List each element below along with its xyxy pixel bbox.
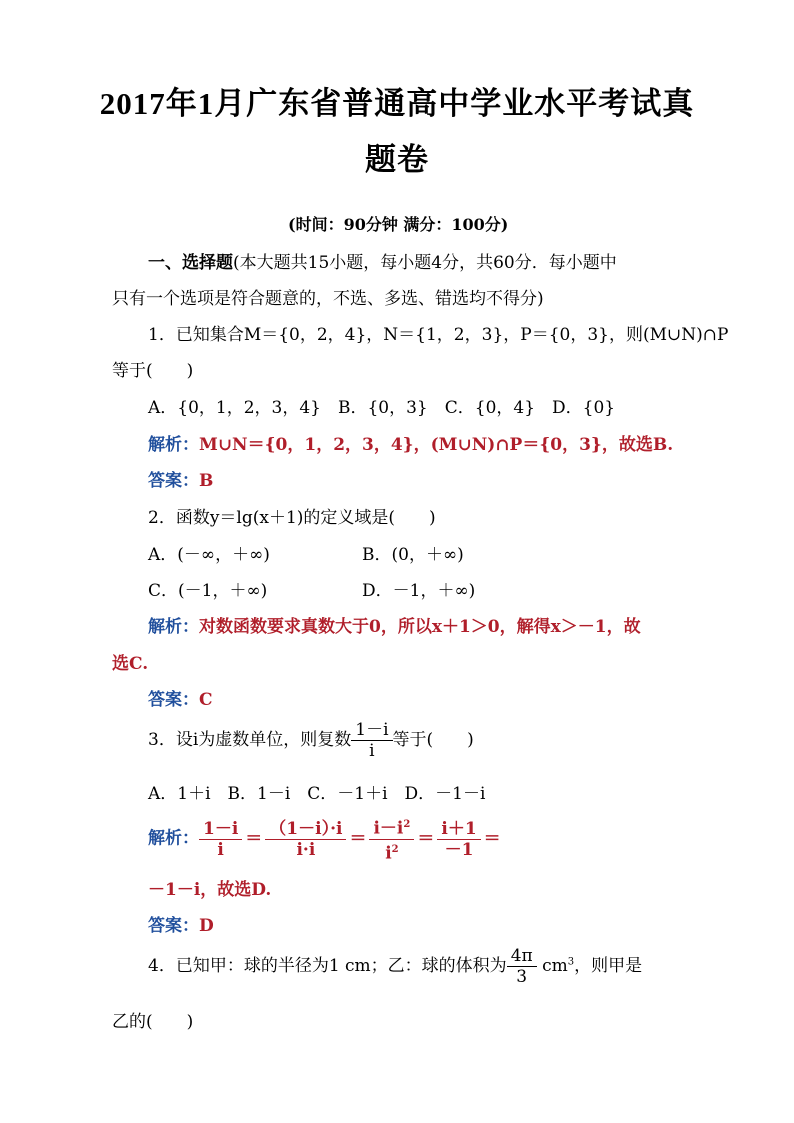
q2-option-a: A．(－∞，＋∞) bbox=[148, 545, 270, 565]
q3-analysis-label: 解析： bbox=[148, 828, 199, 849]
q3-stem bbox=[148, 720, 474, 761]
q1-stem-line1: 1．已知集合M＝{0，2，4}，N＝{1，2，3}，P＝{0，3}，则(M∪N)∩P bbox=[148, 325, 729, 345]
q3-f3-denominator bbox=[369, 840, 414, 864]
q2-analysis-line2: 选C. bbox=[112, 654, 149, 674]
q3-f3-denominator-exponent: 2 bbox=[391, 843, 399, 855]
q1-analysis-label: 解析： bbox=[148, 435, 199, 455]
q3-f3-numerator-base: i－i bbox=[373, 818, 404, 839]
q3-analysis-fraction-3 bbox=[369, 815, 414, 863]
q4-stem-pre: 4．已知甲：球的半径为1 cm；乙：球的体积为 bbox=[148, 956, 507, 976]
q4-fraction-denominator: 3 bbox=[516, 967, 528, 987]
q3-equals-3: ＝ bbox=[417, 828, 435, 849]
q1-answer-value: B bbox=[199, 471, 214, 491]
exam-meta: (时间：90分钟 满分：100分) bbox=[288, 215, 509, 234]
document-title-line2: 题卷 bbox=[365, 142, 429, 177]
q3-analysis-fraction-2 bbox=[265, 819, 346, 860]
q3-analysis-equation bbox=[199, 818, 504, 864]
q3-analysis-fraction-1 bbox=[199, 819, 242, 860]
q3-answer bbox=[148, 911, 214, 936]
q3-analysis-line2: －1－i，故选D. bbox=[148, 880, 272, 900]
q3-stem-post: 等于( ) bbox=[392, 730, 474, 750]
q3-f2-numerator: （1－i）·i bbox=[265, 819, 346, 840]
q3-options: A．1＋i B．1－i C．－1＋i D．－1－i bbox=[148, 784, 486, 804]
q3-f3-numerator-exponent: 2 bbox=[403, 819, 411, 830]
q1-analysis-text: M∪N＝{0，1，2，3，4}，(M∪N)∩P＝{0，3}，故选B. bbox=[199, 435, 674, 455]
q2-stem: 2．函数y＝lg(x＋1)的定义域是( ) bbox=[148, 508, 436, 528]
section-intro-line1 bbox=[148, 248, 617, 273]
q2-option-c: C．(－1，＋∞) bbox=[148, 581, 268, 601]
q3-analysis-fraction-4 bbox=[437, 819, 480, 860]
q3-analysis-line1 bbox=[148, 815, 504, 863]
q2-answer bbox=[148, 685, 213, 710]
q3-answer-label: 答案： bbox=[148, 916, 199, 936]
q2-option-b: B．(0，＋∞) bbox=[362, 545, 464, 565]
q2-analysis-label: 解析： bbox=[148, 617, 199, 637]
document-title-line1: 2017年1月广东省普通高中学业水平考试真 bbox=[99, 86, 695, 121]
q3-equals-4: ＝ bbox=[483, 828, 501, 849]
q1-answer-label: 答案： bbox=[148, 471, 199, 491]
q3-f3-numerator bbox=[369, 815, 414, 840]
q1-options: A．{0，1，2，3，4} B．{0，3} C．{0，4} D．{0} bbox=[148, 398, 616, 418]
q4-fraction-numerator: 4π bbox=[507, 946, 537, 967]
q1-analysis bbox=[148, 430, 673, 455]
q1-stem-line2: 等于( ) bbox=[112, 361, 194, 381]
q3-f2-denominator: i·i bbox=[296, 839, 316, 860]
q2-option-d: D．－1，＋∞) bbox=[362, 581, 476, 601]
q4-unit: cm bbox=[536, 956, 568, 976]
q3-answer-value: D bbox=[199, 916, 214, 936]
section-heading: 一、选择题 bbox=[148, 253, 233, 273]
q3-f4-numerator: i＋1 bbox=[437, 819, 480, 840]
section-intro-a: (本大题共15小题，每小题4分，共60分．每小题中 bbox=[233, 253, 617, 273]
q3-fraction-numerator: 1－i bbox=[351, 720, 392, 741]
q2-analysis-line1 bbox=[148, 612, 641, 637]
q3-stem-pre: 3．设i为虚数单位，则复数 bbox=[148, 730, 352, 750]
q4-stem-line1 bbox=[148, 946, 642, 987]
q4-fraction bbox=[507, 946, 537, 987]
q3-equals-2: ＝ bbox=[349, 828, 367, 849]
q3-f3-denominator-base: i bbox=[385, 843, 392, 864]
q3-f4-denominator: －1 bbox=[444, 839, 474, 860]
q2-analysis-text-a: 对数函数要求真数大于0，所以x＋1＞0，解得x＞－1，故 bbox=[199, 617, 641, 637]
q3-fraction-denominator: i bbox=[369, 741, 375, 761]
q3-equals-1: ＝ bbox=[245, 828, 263, 849]
q3-f1-denominator: i bbox=[217, 839, 224, 860]
q4-unit-exponent: 3 bbox=[567, 956, 575, 968]
q4-stem-line2: 乙的( ) bbox=[112, 1012, 194, 1032]
q1-answer bbox=[148, 466, 213, 491]
q2-answer-value: C bbox=[199, 690, 213, 710]
q4-stem-post: ，则甲是 bbox=[574, 956, 643, 976]
q3-fraction bbox=[351, 720, 392, 761]
section-intro-line2: 只有一个选项是符合题意的，不选、多选、错选均不得分) bbox=[112, 289, 544, 309]
q3-f1-numerator: 1－i bbox=[199, 819, 242, 840]
q2-answer-label: 答案： bbox=[148, 690, 199, 710]
